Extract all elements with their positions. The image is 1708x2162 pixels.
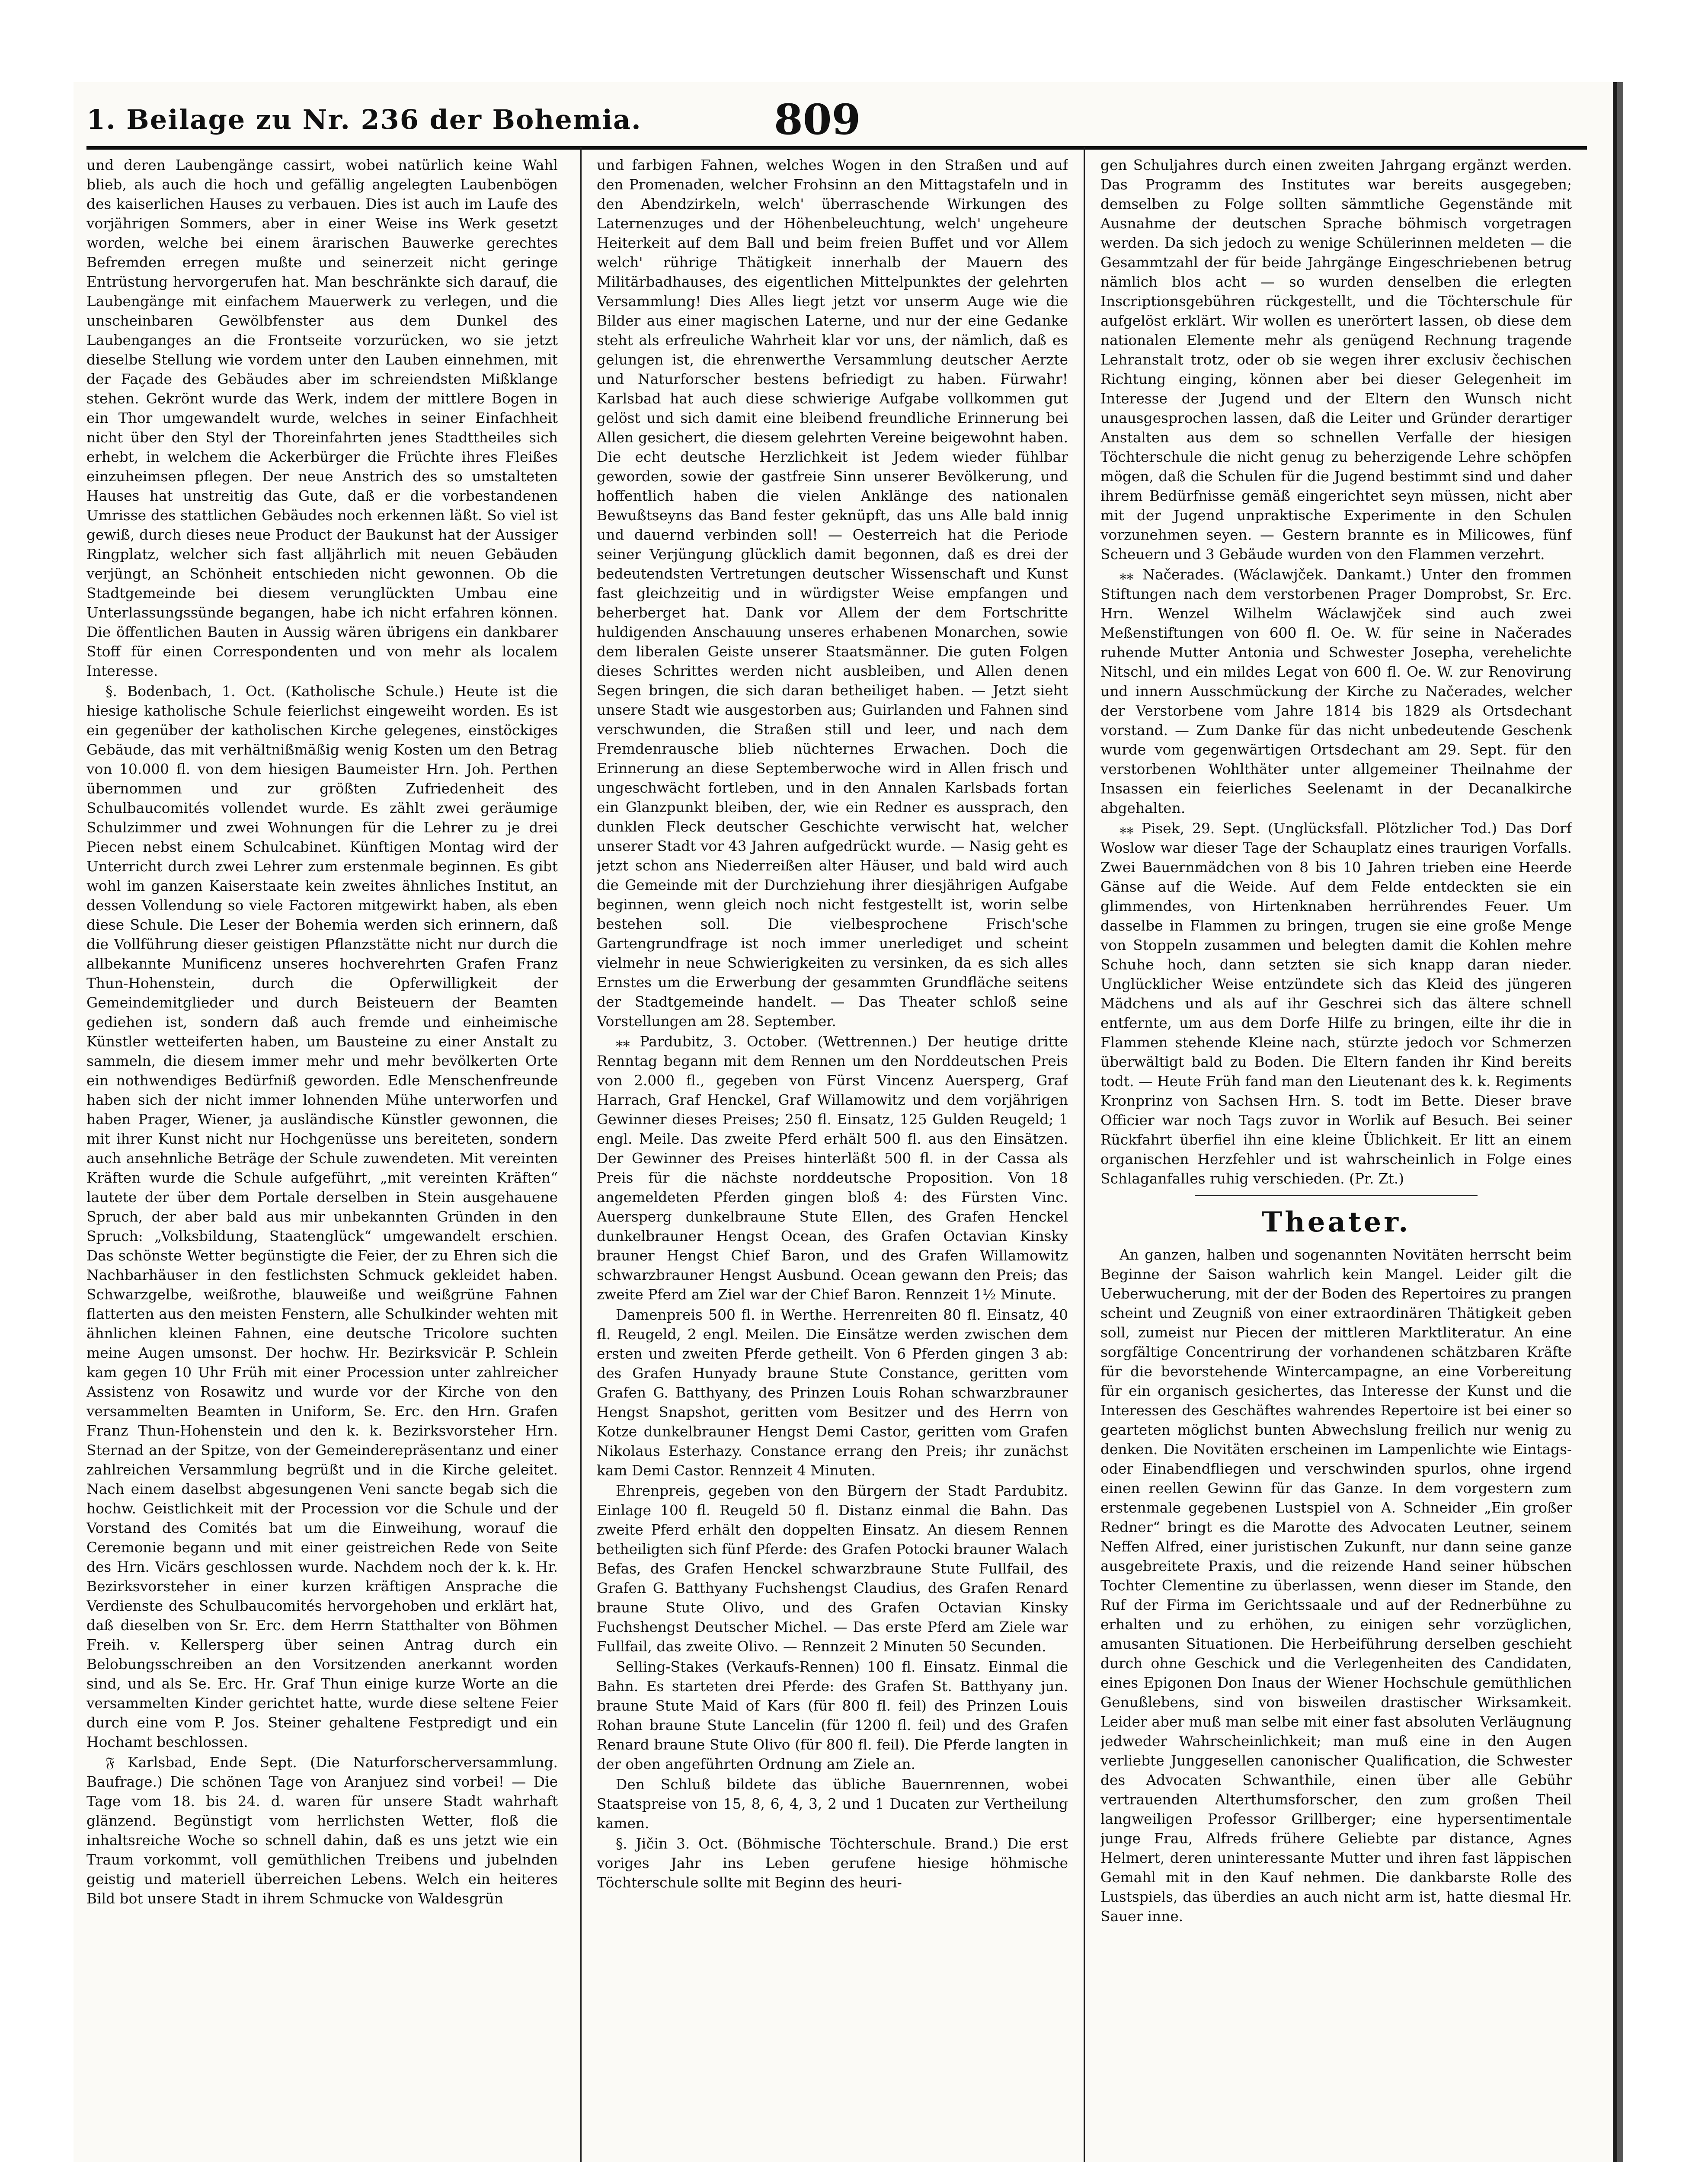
article-pardubitz: ⁎⁎ Pardubitz, 3. October. (Wettrennen.) Der heutige dritte Renntag begann mit dem Rennen um den Norddeutschen Preis von 2.000 fl., gegeben von Fürst Vincenz Auersperg, Graf Harrach, Graf Henckel, Graf Willamowitz und dem vorjährigen Gewinner dieses Preises; 250 fl. Einsatz, 125 Gulden Reugeld; 1 engl. Meile. Das zweite Pferd erhält 500 fl. aus den Einsätzen. Der Gewinner des Preises hinterläßt 500 fl. in der Cassa als Preis für die nächste norddeutsche Proposition. Von 18 angemeldeten Pferden gingen bloß 4: des Fürsten Vinc. Auersperg dunkelbraune Stute Ellen, des Grafen Henckel dunkelbrauner Hengst Ocean, des Grafen Octavian Kinsky brauner Hengst Chief Baron, und des Grafen Willamowitz schwarzbrauner Hengst Ausbund. Ocean gewann den Preis; das zweite Pferd am Ziel war der Chief Baron. Rennzeit 1½ Minute. [597,1033,1068,1303]
theater-heading: Theater. [1261,1206,1411,1238]
theater-review: An ganzen, halben und sogenannten Novitäten herrscht beim Beginne der Saison wahrlich kein Mangel. Leider gilt die Ueberwucherung, mit der der Boden des Repertoires zu prangen scheint und Zeugniß von einer extraordinären Thätigkeit geben soll, zumeist nur Piecen der mittleren Marktliteratur. An eine sorgfältige Concentrirung der vorhandenen schätzbaren Kräfte für die bevorstehende Wintercampagne, an eine Vorbereitung für ein organisch gesichertes, das Interesse der Kunst und die Interessen des Geschäftes wahrendes Repertoire ist bei einer so gearteten möglichst bunten Abwechslung freilich nur wenig zu denken. Die Novitäten erscheinen im Lampenlichte wie Eintags- oder Einabendfliegen und verschwinden spurlos, ohne irgend einen reellen Gewinn für das Ganze. In dem vorgestern zum erstenmale gegebenen Lustspiel von A. Schneider „Ein großer Redner“ bringt es die Marotte des Advocaten Leutner, seinem Neffen Alfred, einer juristischen Zukunft, nur dann seine ganze ausgebreitete Praxis, und die reizende Hand seiner hübschen Tochter Clementine zu überlassen, wenn dieser im Stande, den Ruf der Firma im Gerichtssaale und auf der Rednerbühne zu erhalten und zu erhöhen, zu einigen sehr vorzüglichen, amusanten Situationen. Die Herbeiführung derselben geschieht durch ohne Geschick und die Verlegenheiten des Candidaten, eines Epigonen Don Inaus der Wiener Hochschule gemüthlichen Genußlebens, sind von bisweilen drastischer Wirksamkeit. Leider aber muß man selbe mit einer fast absoluten Verläugnung jedweder Wahrscheinlichkeit; man muß eine in den Augen verliebte Junggesellen canonischer Qualification, die Schwester des Advocaten Schwanthile, einen über alle Gebühr vertrauenden Alterthumsforscher, den zum großen Theil langweiligen Professor Grillberger; eine hypersentimentale junge Frau, Alfreds frühere Geliebte par distance, Agnes Helmert, deren uninteressante Mutter und ihren fast läppischen Gemahl mit in den Kauf nehmen. Die dankbarste Rolle des Lustspiels, das überdies an auch nicht arm ist, hatte diesmal Hr. Sauer inne. [1100,1247,1572,1925]
article-pisek: ⁎⁎ Pisek, 29. Sept. (Unglücksfall. Plötzlicher Tod.) Das Dorf Woslow war dieser Tage der Schauplatz eines traurigen Vorfalls. Zwei Bauernmädchen von 8 bis 10 Jahren trieben eine Heerde Gänse auf die Weide. Auf dem Felde entdeckten sie ein glimmendes, von Hirtenknaben herrührendes Feuer. Um dasselbe in Flammen zu bringen, trugen sie eine große Menge von Stoppeln zusammen und belegten damit die Kohlen mehre Schuhe hoch, dann setzten sie sich knapp daran nieder. Unglücklicher Weise entzündete sich das Kleid des jüngeren Mädchens und als auf ihr Geschrei sich das ältere schnell entfernte, um aus dem Dorfe Hilfe zu bringen, eilte ihr die in Flammen stehende Kleine nach, stürzte jedoch vor Schmerzen überwältigt bald zu Boden. Die Eltern fanden ihr Kind bereits todt. — Heute Früh fand man den Lieutenant des k. k. Regiments Kronprinz von Sachsen Hrn. S. todt im Bette. Dieser brave Officier war noch Tags zuvor in Worlik auf Besuch. Bei seiner Rückfahrt überfiel ihn eine kleine Üblichkeit. Er litt an einem organischen Herzfehler und ist wahrscheinlich in Folge eines Schlaganfalles ruhig verschieden. (Pr. Zt.) [1100,820,1572,1187]
section-divider [1195,1195,1478,1196]
column-divider [1084,147,1085,2162]
article-karlsbad: 𝔉 Karlsbad, Ende Sept. (Die Naturforscherversammlung. Baufrage.) Die schönen Tage von Aranjuez sind vorbei! — Die Tage vom 18. bis 24. d. waren für unsere Stadt wahrhaft glänzend. Begünstigt vom herrlichsten Wetter, floß die inhaltsreiche Woche so schnell dahin, daß es uns jetzt wie ein Traum vorkommt, voll gemüthlichen Treibens und jubelnden geistig und materiell überreichen Lebens. Welch ein heiteres Bild bot unsere Stadt in ihrem Schmucke von Waldesgrün [86,1754,558,1907]
article-naceradec: ⁎⁎ Načerades. (Wáclawjček. Dankamt.) Unter den frommen Stiftungen nach dem verstorbenen Prager Domprobst, Sr. Erc. Hrn. Wenzel Wilhelm Wáclawjček sind auch zwei Meßenstiftungen von 600 fl. Oe. W. für seine in Načerades ruhende Mutter Antonia und Schwester Josepha, verehelichte Nitschl, und ein mildes Legat von 600 fl. Oe. W. zur Renovirung und innern Ausschmückung der Kirche zu Načerades, welcher der Verstorbene vom Jahre 1814 bis 1829 als Ortsdechant vorstand. — Zum Danke für das nicht unbedeutende Geschenk wurde vom gegenwärtigen Ortsdechant am 29. Sept. für den verstorbenen Wohlthäter unter allgemeiner Theilnahme der Insassen ein feierliches Seelenamt in der Decanalkirche abgehalten. [1100,566,1572,816]
article-jicin-continued: gen Schuljahres durch einen zweiten Jahrgang ergänzt werden. Das Programm des Institutes war bereits ausgegeben; demselben zu Folge sollten sämmtliche Gegenstände mit Ausnahme der deutschen Sprache böhmisch vorgetragen werden. Da sich jedoch zu wenige Schülerinnen meldeten — die Gesammtzahl der für beide Jahrgänge Eingeschriebenen betrug nämlich blos acht — so wurden denselben die erlegten Inscriptionsgebühren rückgestellt, und die Töchterschule für aufgelöst erklärt. Wir wollen es unerörtert lassen, ob diese dem nationalen Elemente mehr als genügend Rechnung tragende Lehranstalt trotz, oder ob sie wegen ihrer exclusiv čechischen Richtung einging, können aber bei dieser Gelegenheit im Interesse der Jugend und der Eltern den Wunsch nicht unausgesprochen lassen, daß die Leiter und Gründer derartiger Anstalten aus dem so schnellen Verfalle der hiesigen Töchterschule die nicht genug zu beherzigende Lehre schöpfen mögen, daß die Schulen für die Jugend bestimmt sind und daher ihrem Bedürfnisse gemäß eingerichtet seyn müssen, nicht aber mit der Jugend unpraktische Experimente in den Schulen vorzunehmen seyen. — Gestern brannte es in Milicowes, fünf Scheuern und 3 Gebäude wurden von den Flammen verzehrt. [1100,157,1572,563]
race-damenpreis: Damenpreis 500 fl. in Werthe. Herrenreiten 80 fl. Einsatz, 40 fl. Reugeld, 2 engl. Meilen. Die Einsätze werden zwischen dem ersten und zweiten Pferde getheilt. Von 6 Pferden gingen 3 ab: des Grafen Hunyady braune Stute Constance, geritten vom Grafen G. Batthyany, des Prinzen Louis Rohan schwarzbrauner Hengst Snapshot, geritten vom Besitzer und des Herrn von Kotze dunkelbrauner Hengst Demi Castor, geritten vom Grafen Nikolaus Esterhazy. Constance errang den Preis; ihr zunächst kam Demi Castor. Rennzeit 4 Minuten. [597,1307,1068,1479]
race-ehrenpreis: Ehrenpreis, gegeben von den Bürgern der Stadt Pardubitz. Einlage 100 fl. Reugeld 50 fl. Distanz einmal die Bahn. Das zweite Pferd erhält den doppelten Einsatz. An diesem Rennen betheiligten sich fünf Pferde: des Grafen Potocki brauner Walach Befas, des Grafen Henckel schwarzbraune Stute Fullfail, des Grafen G. Batthyany Fuchshengst Claudius, des Grafen Renard braune Stute Olivo, und des Grafen Octavian Kinsky Fuchshengst Deutscher Michel. — Das erste Pferd am Ziele war Fullfail, das zweite Olivo. — Rennzeit 2 Minuten 50 Secunden. [597,1483,1068,1655]
race-selling-stakes: Selling-Stakes (Verkaufs-Rennen) 100 fl. Einsatz. Einmal die Bahn. Es starteten drei Pferde: des Grafen St. Batthyany jun. braune Stute Maid of Kars (für 800 fl. feil) des Prinzen Louis Rohan braune Stute Lancelin (für 1200 fl. feil) und des Grafen Renard braune Stute Olivo (für 800 fl. feil). Die Pferde langten in der oben angeführten Ordnung am Ziele an. [597,1659,1068,1772]
article-jicin: §. Jičin 3. Oct. (Böhmische Töchterschule. Brand.) Die erst voriges Jahr ins Leben gerufene hiesige höhmische Töchterschule sollte mit Beginn des heuri- [597,1836,1068,1891]
column-divider [580,147,582,2162]
header-rule [86,146,1587,150]
running-head: 1. Beilage zu Nr. 236 der Bohemia. [86,104,642,135]
article-aussig-continued: und deren Laubengänge cassirt, wobei natürlich keine Wahl blieb, als auch die hoch und gefällig angelegten Laubenbögen des kaiserlichen Hauses zu verbauen. Dies ist auch im Laufe des vorjährigen Sommers, aber in einer Weise ins Werk gesetzt worden, welche bei einem ärarischen Bauwerke gerechtes Befremden erregen mußte und seinerzeit nicht geringe Entrüstung hervorgerufen hat. Man beschränkte sich darauf, die Laubengänge mit einfachem Mauerwerk zu verlegen, und die unscheinbaren Gewölbfenster aus dem Dunkel des Laubenganges an die Frontseite vorzurücken, wo sie jetzt dieselbe Stellung wie vordem unter den Lauben einnehmen, mit der Façade des Gebäudes aber im schreiendsten Mißklange stehen. Gekrönt wurde das Werk, indem der mittlere Bogen in ein Thor umgewandelt wurde, welches in seiner Einfachheit nicht über den Styl der Thoreinfahrten jenes Stadttheiles sich erhebt, in welchem die Ackerbürger die Früchte ihres Fleißes einzuheimsen pflegen. Der neue Anstrich des so umstalteten Hauses hat unstreitig das Gute, daß er die vorbestandenen Umrisse des stattlichen Gebäudes noch erkennen läßt. So viel ist gewiß, durch dieses neue Product der Baukunst hat der Aussiger Ringplatz, welcher sich fast alljährlich mit neuen Gebäuden verjüngt, an Schönheit entschieden nicht gewonnen. Ob die Stadtgemeinde bei diesem verunglückten Umbau eine Unterlassungssünde begangen, habe ich nicht erfahren können. Die öffentlichen Bauten in Aussig wären übrigens ein dankbarer Stoff für einen Correspondenten und von mehr als localem Interesse. [86,157,558,679]
column-1 [86,156,558,2162]
page-number: 809 [774,95,861,144]
article-karlsbad-continued: und farbigen Fahnen, welches Wogen in den Straßen und auf den Promenaden, welcher Frohsinn an den Mittagstafeln und in den Abendzirkeln, welch' überraschende Wirkungen des Laternenzuges und der Höhenbeleuchtung, welch' ungeheure Heiterkeit auf dem Ball und beim freien Buffet und vor Allem welch' rührige Thätigkeit innerhalb der Mauern des Militärbadhauses, des eigentlichen Mittelpunktes der gelehrten Versammlung! Dies Alles liegt jetzt vor unserm Auge wie die Bilder aus einer magischen Laterne, und nur der eine Gedanke steht als erfreuliche Wahrheit klar vor uns, der nämlich, daß es gelungen ist, die ehrenwerthe Versammlung deutscher Aerzte und Naturforscher bestens befriedigt zu haben. Fürwahr! Karlsbad hat auch diese schwierige Aufgabe vollkommen gut gelöst und sich damit eine bleibend freundliche Erinnerung bei Allen gesichert, die diesem gelehrten Vereine beigewohnt haben. Die echt deutsche Herzlichkeit ist Jedem wieder fühlbar geworden, sowie der gastfreie Sinn unserer Bevölkerung, und hoffentlich haben die vielen Anklänge des nationalen Bewußtseyns das Band fester geknüpft, das uns Alle bald innig und dauernd verbinden soll! — Oesterreich hat die Periode seiner Verjüngung glücklich damit begonnen, daß es drei der bedeutendsten Vertretungen deutscher Wissenschaft und Kunst fast gleichzeitig und in würdigster Weise empfangen und beherberget hat. Dank vor Allem der dem Fortschritte huldigenden Anschauung unseres erhabenen Monarchen, sowie dem liberalen Geiste unserer Staatsmänner. Die guten Folgen dieses Schrittes werden nicht ausbleiben, und Allen denen Segen bringen, die sich daran betheiliget haben. — Jetzt sieht unsere Stadt wie ausgestorben aus; Guirlanden und Fahnen sind verschwunden, die Straßen still und leer, und nach dem Fremdenrausche blieb nüchternes Erwachen. Doch die Erinnerung an diese Septemberwoche wird in Allen frisch und ungeschwächt fortleben, und in den Annalen Karlsbads fortan ein Glanzpunkt bleiben, der, wie ein Redner es aussprach, den dunklen Fleck deutscher Geschichte verwischt hat, welcher unserer Stadt vor 43 Jahren aufgedrückt wurde. — Nasig geht es jetzt schon ans Niederreißen alter Häuser, und bald wird auch die Gemeinde mit der Durchziehung ihrer diesjährigen Aufgabe beginnen, wenn gleich noch nicht festgestellt ist, worin selbe bestehen soll. Die vielbesprochene Frisch'sche Gartengrundfrage ist noch immer unerlediget und scheint vielmehr in neue Schwierigkeiten zu versinken, da es sich alles Ernstes um die Erwerbung der gesammten Grundfläche seitens der Stadtgemeinde handelt. — Das Theater schloß seine Vorstellungen am 28. September. [597,157,1068,1030]
masthead [86,95,1609,151]
column-2 [597,156,1068,2162]
article-bodenbach: §. Bodenbach, 1. Oct. (Katholische Schule.) Heute ist die hiesige katholische Schule feierlichst eingeweiht worden. Es ist ein gegenüber der katholischen Kirche gelegenes, einstöckiges Gebäude, das mit verhältnißmäßig wenig Kosten um den Betrag von 10.000 fl. von dem hiesigen Baumeister Hrn. Joh. Perthen übernommen und zur größten Zufriedenheit des Schulbaucomités vollendet wurde. Es zählt zwei geräumige Schulzimmer und zwei Wohnungen für die Lehrer zu je drei Piecen nebst einem Schulcabinet. Künftigen Montag wird der Unterricht durch zwei Lehrer zum erstenmale beginnen. Es gibt wohl im ganzen Kaiserstaate kein zweites ähnliches Institut, an dessen Vollendung so viele Factoren mitgewirkt haben, als eben diese Schule. Die Leser der Bohemia werden sich erinnern, daß die Vollführung dieser geistigen Pflanzstätte nicht nur durch die allbekannte Munificenz unseres hochverehrten Grafen Franz Thun-Hohenstein, durch die Opferwilligkeit der Gemeindemitglieder und durch Beisteuern der Beamten gediehen ist, sondern daß auch fremde und einheimische Künstler wetteiferten haben, um Bausteine zu einer Anstalt zu sammeln, die diesem immer mehr und mehr bevölkerten Orte ein nothwendiges Bedürfniß geworden. Edle Menschenfreunde haben sich der nicht immer lohnenden Mühe unterworfen und haben Prager, Wiener, ja ausländische Künstler gewonnen, die mit ihrer Kunst nicht nur Hochgenüsse uns bereiteten, sondern auch ansehnliche Beträge der Schule zuwendeten. Mit vereinten Kräften wurde die Schule aufgeführt, „mit vereinten Kräften“ lautete der über dem Portale derselben in Stein ausgehauene Spruch, der aber bald aus mir unbekannten Gründen in den Spruch: „Volksbildung, Staatenglück“ umgewandelt erschien. Das schönste Wetter begünstigte die Feier, der zu Ehren sich die Nachbarhäuser in den festlichsten Schmuck gekleidet haben. Schwarzgelbe, weißrothe, blauweiße und weißgrüne Fahnen flatterten aus den meisten Fenstern, alle Schulkinder wehten mit ähnlichen kleinen Fahnen, eine deutsche Tricolore suchten meine Augen umsonst. Der hochw. Hr. Bezirksvicär P. Schlein kam gegen 10 Uhr Früh mit einer Procession unter zahlreicher Assistenz von Rosawitz und wurde vor der Kirche von den versammelten Beamten in Uniform, Se. Erc. den Hrn. Grafen Franz Thun-Hohenstein und den k. k. Bezirksvorsteher Hrn. Sternad an der Spitze, von der Gemeinderepräsentanz und einer zahlreichen Versammlung begrüßt und in die Kirche geleitet. Nach einem daselbst abgesungenen Veni sancte begab sich die hochw. Geistlichkeit mit der Procession vor die Schule und der Vorstand des Comités bat um die Einweihung, worauf die Ceremonie begann und mit einer geistreichen Rede von Seite des Hrn. Vicärs geschlossen wurde. Nachdem noch der k. k. Hr. Bezirksvorsteher in einer kurzen kräftigen Ansprache die Verdienste des Schulbaucomités hervorgehoben und erklärt hat, daß dieselben von Sr. Erc. dem Herrn Statthalter von Böhmen Freih. v. Kellersperg über seinen Antrag durch ein Belobungsschreiben an den Vorsitzenden anerkannt worden sind, und als Se. Erc. Hr. Graf Thun einige kurze Worte an die versammelten Kinder gerichtet hatte, wurde diese seltene Feier durch eine vom P. Jos. Steiner gehaltene Festpredigt und ein Hochamt beschlossen. [86,683,558,1750]
race-bauernrennen: Den Schluß bildete das übliche Bauernrennen, wobei Staatspreise von 15, 8, 6, 4, 3, 2 und 1 Ducaten zur Vertheilung kamen. [597,1776,1068,1832]
column-3 [1100,156,1572,2162]
